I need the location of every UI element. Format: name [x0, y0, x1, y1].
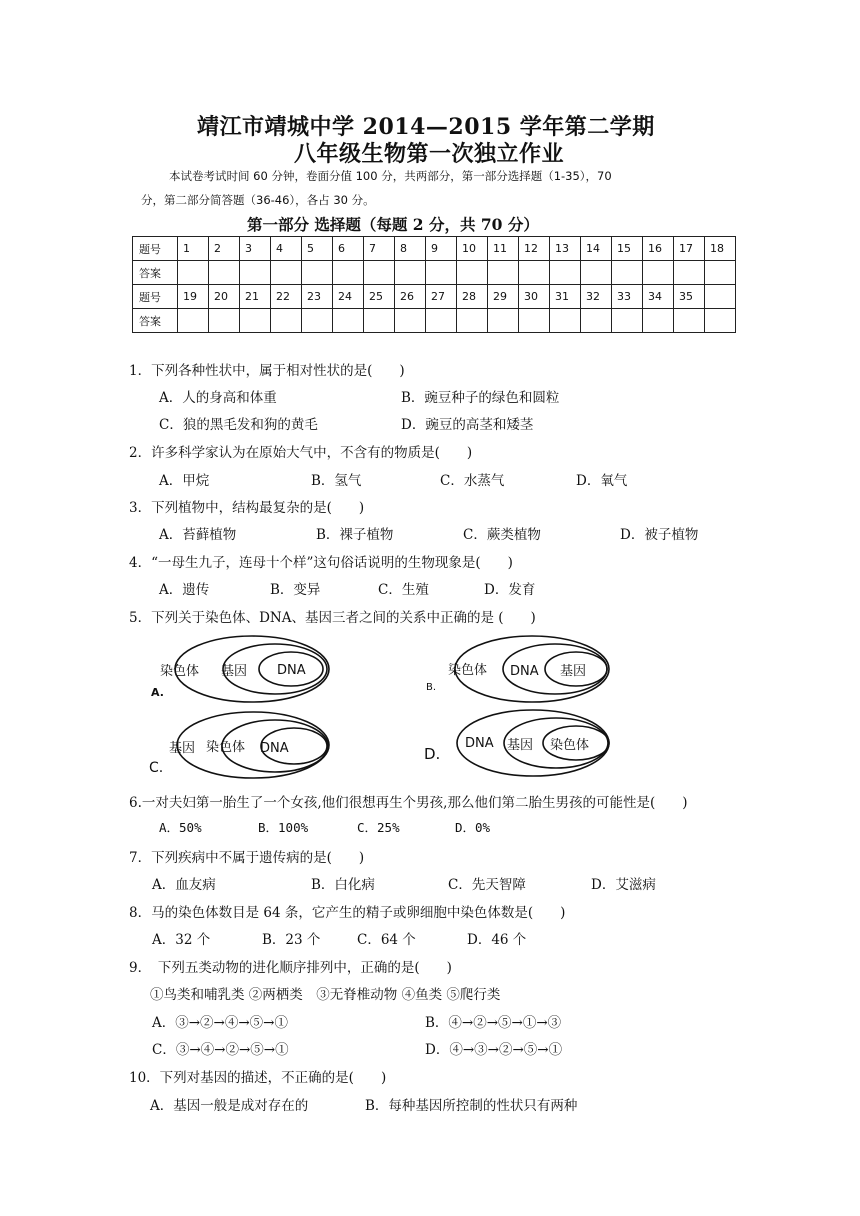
table-cell: 10 — [457, 237, 488, 261]
question-9: 9． 下列五类动物的进化顺序排列中，正确的是( ) — [129, 960, 452, 976]
label-outer: 染色体 — [448, 663, 488, 678]
answer-cell[interactable] — [333, 261, 364, 285]
table-cell: 17 — [674, 237, 705, 261]
label-middle: 基因 — [221, 664, 248, 679]
table-cell: 23 — [302, 285, 333, 309]
option-c: C．25% — [357, 820, 400, 835]
table-cell: 33 — [612, 285, 643, 309]
answer-cell[interactable] — [395, 261, 426, 285]
answer-cell[interactable] — [643, 261, 674, 285]
option-c: C．64 个 — [357, 932, 416, 948]
table-cell: 11 — [488, 237, 519, 261]
option-a: A．32 个 — [152, 932, 211, 948]
table-row — [133, 309, 736, 333]
label-inner: 染色体 — [550, 738, 590, 753]
option-b: B．④→②→⑤→①→③ — [425, 1015, 562, 1031]
label-outer: 染色体 — [160, 664, 200, 679]
option-c: C．先天智障 — [448, 877, 526, 893]
label-middle: DNA — [510, 664, 539, 679]
table-cell: 32 — [581, 285, 612, 309]
label-middle: 基因 — [507, 738, 534, 753]
option-d: D．被子植物 — [620, 527, 699, 543]
answer-cell[interactable] — [457, 309, 488, 333]
table-cell: 29 — [488, 285, 519, 309]
answer-cell[interactable] — [271, 309, 302, 333]
exam-subtitle: 八年级生物第一次独立作业 — [294, 141, 565, 167]
table-cell: 15 — [612, 237, 643, 261]
question-7: 7．下列疾病中不属于遗传病的是( ) — [129, 850, 365, 866]
table-cell: 34 — [643, 285, 674, 309]
table-cell: 35 — [674, 285, 705, 309]
option-b: B．氢气 — [311, 473, 362, 489]
exam-instructions-line1: 本试卷考试时间 60 分钟，卷面分值 100 分，共两部分，第一部分选择题（1-35），70 — [169, 169, 612, 183]
option-b: B．裸子植物 — [316, 527, 394, 543]
table-row — [133, 261, 736, 285]
answer-cell[interactable] — [209, 309, 240, 333]
option-a: A．基因一般是成对存在的 — [150, 1098, 309, 1114]
question-3: 3．下列植物中，结构最复杂的是( ) — [129, 500, 365, 516]
answer-cell[interactable] — [674, 309, 705, 333]
option-d: D．④→③→②→⑤→① — [425, 1042, 563, 1058]
answer-cell[interactable] — [612, 309, 643, 333]
table-cell: 16 — [643, 237, 674, 261]
option-b: B．100% — [258, 820, 309, 835]
answer-cell[interactable] — [209, 261, 240, 285]
option-c: C．狼的黑毛发和狗的黄毛 — [159, 417, 318, 433]
table-cell: 18 — [705, 237, 736, 261]
option-d: D．氧气 — [576, 473, 628, 489]
option-label: D. — [424, 745, 441, 763]
diagram-a — [140, 630, 340, 710]
table-cell: 5 — [302, 237, 333, 261]
option-b: B．白化病 — [311, 877, 375, 893]
option-c: C．生殖 — [378, 582, 429, 598]
table-cell: 6 — [333, 237, 364, 261]
answer-cell[interactable] — [705, 261, 736, 285]
question-10: 10．下列对基因的描述，不正确的是( ) — [129, 1070, 387, 1086]
row-label: 答案 — [133, 261, 178, 285]
question-4: 4．“一母生九子，连母十个样”这句俗话说明的生物现象是( ) — [129, 555, 513, 571]
label-outer: DNA — [465, 736, 494, 751]
table-cell: 31 — [550, 285, 581, 309]
answer-cell[interactable] — [550, 261, 581, 285]
answer-cell[interactable] — [240, 309, 271, 333]
answer-cell[interactable] — [674, 261, 705, 285]
table-cell: 2 — [209, 237, 240, 261]
answer-grid — [132, 236, 736, 333]
table-cell: 28 — [457, 285, 488, 309]
section-title: 第一部分 选择题（每题 2 分，共 70 分） — [247, 215, 539, 234]
answer-cell[interactable] — [364, 261, 395, 285]
option-a: A．遗传 — [159, 582, 210, 598]
question-note: ①鸟类和哺乳类 ②两栖类 ③无脊椎动物 ④鱼类 ⑤爬行类 — [150, 987, 501, 1003]
answer-cell[interactable] — [364, 309, 395, 333]
label-middle: 染色体 — [206, 740, 246, 755]
answer-cell[interactable] — [302, 309, 333, 333]
answer-cell[interactable] — [519, 261, 550, 285]
option-a: A．人的身高和体重 — [159, 390, 277, 406]
table-cell: 12 — [519, 237, 550, 261]
option-a: A．50% — [159, 820, 202, 835]
answer-cell[interactable] — [705, 309, 736, 333]
option-d: D．46 个 — [467, 932, 527, 948]
option-d: D．0% — [455, 820, 491, 835]
option-a: A．苔藓植物 — [159, 527, 237, 543]
table-cell: 24 — [333, 285, 364, 309]
label-outer: 基因 — [169, 741, 196, 756]
option-d: D．艾滋病 — [591, 877, 656, 893]
option-label: C. — [149, 760, 164, 776]
option-d: D．豌豆的高茎和矮茎 — [401, 417, 534, 433]
table-cell — [705, 285, 736, 309]
option-a: A．甲烷 — [159, 473, 210, 489]
option-d: D．发育 — [484, 582, 536, 598]
answer-cell[interactable] — [643, 309, 674, 333]
diagram-d — [420, 703, 620, 778]
answer-cell[interactable] — [612, 261, 643, 285]
answer-cell[interactable] — [426, 309, 457, 333]
question-1: 1．下列各种性状中，属于相对性状的是( ) — [129, 363, 405, 379]
answer-cell[interactable] — [550, 309, 581, 333]
table-cell: 30 — [519, 285, 550, 309]
table-cell: 26 — [395, 285, 426, 309]
option-b: B．变异 — [270, 582, 321, 598]
option-a: A．③→②→④→⑤→① — [152, 1015, 288, 1031]
diagram-c — [140, 708, 340, 783]
answer-cell[interactable] — [178, 261, 209, 285]
answer-cell[interactable] — [302, 261, 333, 285]
answer-cell[interactable] — [395, 309, 426, 333]
option-label: A. — [151, 686, 164, 699]
answer-cell[interactable] — [271, 261, 302, 285]
option-b: B．豌豆种子的绿色和圆粒 — [401, 390, 560, 406]
table-cell: 9 — [426, 237, 457, 261]
table-cell: 22 — [271, 285, 302, 309]
option-b: B．23 个 — [262, 932, 321, 948]
answer-cell[interactable] — [488, 261, 519, 285]
label-inner: DNA — [260, 741, 289, 756]
row-label: 题号 — [133, 237, 178, 261]
table-cell: 25 — [364, 285, 395, 309]
label-inner: 基因 — [560, 664, 587, 679]
table-cell: 8 — [395, 237, 426, 261]
label-inner: DNA — [277, 663, 306, 678]
answer-cell[interactable] — [519, 309, 550, 333]
table-cell: 27 — [426, 285, 457, 309]
table-cell: 14 — [581, 237, 612, 261]
table-cell: 21 — [240, 285, 271, 309]
answer-cell[interactable] — [488, 309, 519, 333]
answer-cell[interactable] — [240, 261, 271, 285]
table-cell: 4 — [271, 237, 302, 261]
table-cell: 3 — [240, 237, 271, 261]
row-label: 题号 — [133, 285, 178, 309]
table-cell: 20 — [209, 285, 240, 309]
option-c: C．③→④→②→⑤→① — [152, 1042, 289, 1058]
answer-cell[interactable] — [426, 261, 457, 285]
table-cell: 19 — [178, 285, 209, 309]
table-cell: 7 — [364, 237, 395, 261]
option-b: B．每种基因所控制的性状只有两种 — [365, 1098, 578, 1114]
question-2: 2．许多科学家认为在原始大气中，不含有的物质是( ) — [129, 445, 473, 461]
answer-cell[interactable] — [178, 309, 209, 333]
exam-title: 靖江市靖城中学 2014—2015 学年第二学期 — [197, 114, 655, 140]
diagram-b — [420, 630, 620, 710]
option-c: C．蕨类植物 — [463, 527, 541, 543]
answer-cell[interactable] — [581, 309, 612, 333]
question-8: 8．马的染色体数目是 64 条，它产生的精子或卵细胞中染色体数是( ) — [129, 905, 566, 921]
row-label: 答案 — [133, 309, 178, 333]
answer-cell[interactable] — [333, 309, 364, 333]
question-5: 5．下列关于染色体、DNA、基因三者之间的关系中正确的是 ( ) — [129, 610, 536, 626]
table-cell: 13 — [550, 237, 581, 261]
option-a: A．血友病 — [152, 877, 216, 893]
question-6: 6.一对夫妇第一胎生了一个女孩,他们很想再生个男孩,那么他们第二胎生男孩的可能性是( ) — [129, 795, 688, 811]
table-row — [133, 285, 736, 309]
answer-cell[interactable] — [581, 261, 612, 285]
table-cell: 1 — [178, 237, 209, 261]
exam-instructions-line2: 分，第二部分简答题（36-46），各占 30 分。 — [141, 193, 375, 207]
option-label: B. — [426, 682, 437, 693]
answer-cell[interactable] — [457, 261, 488, 285]
option-c: C．水蒸气 — [440, 473, 505, 489]
table-row — [133, 237, 736, 261]
